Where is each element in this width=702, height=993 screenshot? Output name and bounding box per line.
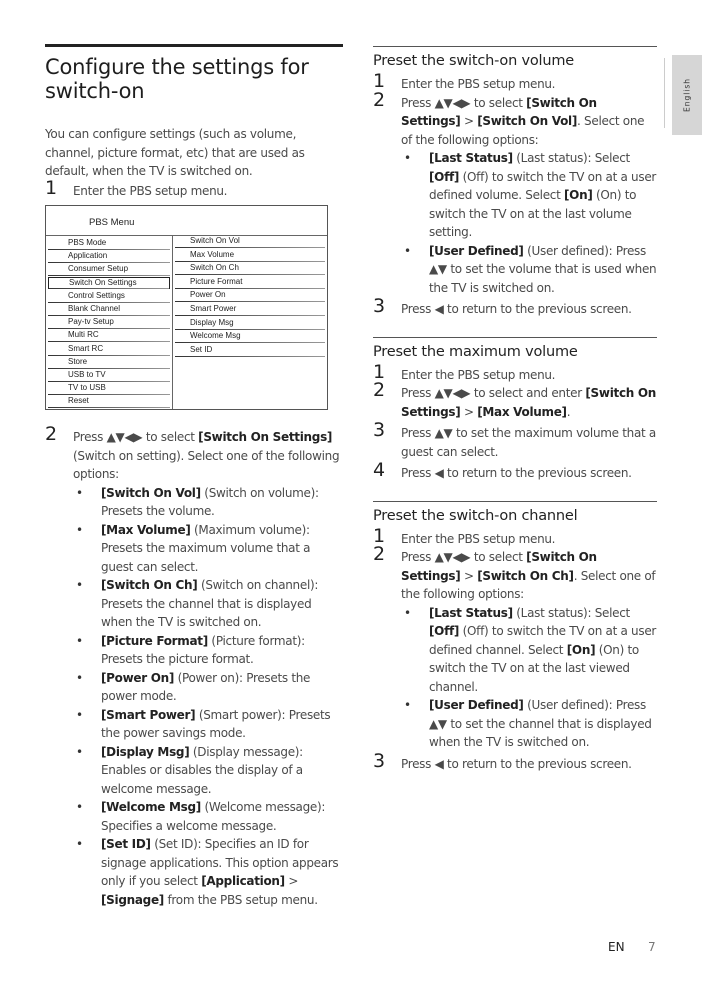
option-item xyxy=(73,798,343,835)
menu-option: [Switch On Settings] xyxy=(401,550,597,583)
intro-paragraph: You can configure settings (such as volume, channel, picture format, etc) that are used as default, when the TV is switched on. xyxy=(45,127,305,179)
pbs-menu-item: Pay-tv Setup xyxy=(48,316,170,328)
pbs-submenu-item: Picture Format xyxy=(175,276,325,288)
menu-option: [Picture Format] xyxy=(101,633,208,648)
pbs-submenu-item: Switch On Vol xyxy=(175,235,325,247)
menu-option: [Application] xyxy=(201,874,285,888)
menu-option: [Switch On Settings] xyxy=(401,95,597,128)
page-number: 7 xyxy=(648,940,656,954)
menu-option: [Power On] xyxy=(101,670,175,685)
step-text: Press ▲▼◀▶ to select and enter xyxy=(401,386,586,400)
step-number: 1 xyxy=(373,524,385,547)
option-item xyxy=(401,149,657,242)
menu-option: [User Defined] xyxy=(429,243,524,258)
pbs-menu-item: Switch On Settings xyxy=(48,277,170,289)
option-item xyxy=(73,706,343,743)
bullet-icon: • xyxy=(76,837,83,851)
step-2 xyxy=(373,88,657,298)
step-text: Press ◀ to return to the previous screen. xyxy=(401,302,632,316)
step-1 xyxy=(373,70,657,94)
step-2 xyxy=(373,379,657,421)
section-title-maximum-volume: Preset the maximum volume xyxy=(373,343,578,360)
step-3 xyxy=(373,419,657,461)
option-item xyxy=(401,242,657,298)
menu-option: [Switch On Settings] xyxy=(401,386,657,419)
option-text: (On) to switch the TV on at the last viewed channel. xyxy=(429,642,639,694)
option-item xyxy=(73,669,343,706)
bullet-icon: • xyxy=(76,670,83,685)
menu-option: [Last Status] xyxy=(429,151,513,165)
option-text: (Maximum volume): Presets the maximum volume that a guest can select. xyxy=(101,522,311,574)
step-text: . Select one of the following options: xyxy=(401,568,656,601)
pbs-menu-item: Multi RC xyxy=(48,329,170,341)
option-item xyxy=(401,604,657,697)
option-text: (Last status): Select xyxy=(512,605,630,620)
option-text: > xyxy=(284,874,299,888)
bullet-icon: • xyxy=(404,698,411,712)
menu-option: [On] xyxy=(566,642,596,657)
pbs-menu-item: Control Settings xyxy=(48,290,170,302)
option-item xyxy=(73,835,343,909)
section-rule xyxy=(45,44,343,47)
pbs-menu-item: Consumer Setup xyxy=(48,263,170,275)
menu-option: [On] xyxy=(564,188,593,202)
menu-option: [Max Volume] xyxy=(477,404,567,419)
menu-option: [User Defined] xyxy=(429,698,524,712)
section-rule xyxy=(373,46,657,47)
pbs-menu-item: Store xyxy=(48,356,170,368)
pbs-submenu-item: Power On xyxy=(175,289,325,301)
pbs-menu-item: USB to TV xyxy=(48,369,170,381)
step-number: 3 xyxy=(373,295,385,317)
option-text: (Smart power): Presets the power savings mode. xyxy=(101,707,331,740)
option-text: (Power on): Presets the power mode. xyxy=(101,670,311,703)
menu-option: [Switch On Ch] xyxy=(477,568,574,583)
option-item xyxy=(73,521,343,577)
options-list xyxy=(401,604,657,752)
menu-option: [Switch On Vol] xyxy=(101,485,201,500)
section-title-switch-on-channel: Preset the switch-on channel xyxy=(373,507,578,524)
page-title: Configure the settings for switch-on xyxy=(45,55,309,103)
step-text: > xyxy=(460,568,478,583)
menu-option: [Max Volume] xyxy=(101,522,191,537)
bullet-icon: • xyxy=(76,744,83,759)
step-3 xyxy=(373,749,657,774)
pbs-submenu-item: Display Msg xyxy=(175,317,325,329)
menu-option: [Switch On Ch] xyxy=(101,578,198,592)
option-item xyxy=(73,576,343,632)
language-tab xyxy=(672,55,702,135)
step-text: Press ▲▼◀▶ to select xyxy=(401,95,527,110)
menu-option: [Switch On Vol] xyxy=(477,114,578,128)
pbs-menu-item: Smart RC xyxy=(48,343,170,355)
step-number: 2 xyxy=(373,379,385,401)
menu-option: [Welcome Msg] xyxy=(101,800,201,814)
step-number: 3 xyxy=(373,419,385,441)
language-tab-label: English xyxy=(682,77,692,113)
right-column xyxy=(373,46,657,773)
step-number: 1 xyxy=(373,360,385,383)
option-text: (User defined): Press ▲▼ to set the volume that is used when the TV is switched on. xyxy=(429,243,657,295)
step-number: 1 xyxy=(45,176,57,199)
step-number: 2 xyxy=(373,88,385,111)
options-list xyxy=(73,484,343,910)
section-title-switch-on-volume: Preset the switch-on volume xyxy=(373,53,575,69)
option-text: (Display message): Enables or disables the display of a welcome message. xyxy=(101,744,303,796)
step-number: 2 xyxy=(373,543,385,565)
option-text: (Off) to switch the TV on at a user defined volume. Select xyxy=(429,169,657,202)
bullet-icon: • xyxy=(76,800,83,814)
menu-option: [Last Status] xyxy=(429,605,513,620)
step-text: > xyxy=(460,404,478,419)
step-3 xyxy=(373,295,657,319)
step-text: Enter the PBS setup menu. xyxy=(401,531,556,546)
option-text: from the PBS setup menu. xyxy=(163,892,318,907)
margin-rule xyxy=(664,58,665,128)
step-number: 4 xyxy=(373,459,385,481)
step-text: Enter the PBS setup menu. xyxy=(401,77,556,91)
option-text: (Switch on channel): Presets the channel that is displayed when the TV is switched on. xyxy=(101,578,319,629)
pbs-submenu-item: Set ID xyxy=(175,344,325,356)
step-number: 3 xyxy=(373,749,385,772)
bullet-icon: • xyxy=(76,707,83,722)
option-item xyxy=(73,484,343,521)
menu-option: [Display Msg] xyxy=(101,744,190,759)
step-text: Enter the PBS setup menu. xyxy=(401,367,556,382)
pbs-menu-item: Reset xyxy=(48,395,170,407)
option-text: (Switch on volume): Presets the volume. xyxy=(101,485,319,518)
left-step-2 xyxy=(45,423,343,909)
bullet-icon: • xyxy=(76,485,83,500)
option-text: (Last status): Select xyxy=(512,151,630,165)
step-text: Press ▲▼ to set the maximum volume that a guest can select. xyxy=(401,426,656,459)
pbs-column-divider xyxy=(172,235,173,409)
step-1 xyxy=(45,176,343,201)
step-2 xyxy=(373,543,657,752)
option-item xyxy=(73,632,343,669)
bullet-icon: • xyxy=(76,633,83,648)
option-item xyxy=(73,743,343,799)
section-rule xyxy=(373,337,657,338)
step-text: Press ◀ to return to the previous screen. xyxy=(401,466,632,480)
pbs-submenu-item: Max Volume xyxy=(175,249,325,261)
step-number: 2 xyxy=(45,423,57,445)
pbs-menu-screenshot xyxy=(45,205,328,410)
step-2 xyxy=(45,423,343,909)
pbs-menu-item: Blank Channel xyxy=(48,303,170,315)
step-text: Press ◀ to return to the previous screen. xyxy=(401,756,632,771)
left-column xyxy=(45,44,343,200)
menu-option: [Off] xyxy=(429,169,460,184)
option-text: (User defined): Press ▲▼ to set the channel that is displayed when the TV is switched on. xyxy=(429,698,652,749)
step-4 xyxy=(373,459,657,483)
step-1 xyxy=(373,524,657,549)
step-1 xyxy=(373,360,657,385)
option-text: (Welcome message): Specifies a welcome message. xyxy=(101,800,326,833)
pbs-submenu-item: Smart Power xyxy=(175,303,325,315)
options-list xyxy=(401,149,657,297)
bullet-icon: • xyxy=(404,605,411,620)
bullet-icon: • xyxy=(404,151,411,165)
bullet-icon: • xyxy=(76,578,83,592)
pbs-menu-title: PBS Menu xyxy=(89,217,135,228)
menu-option: [Switch On Settings] xyxy=(198,430,333,444)
step-text: (Switch on setting). Select one of the following options: xyxy=(73,448,340,481)
bullet-icon: • xyxy=(76,522,83,537)
pbs-menu-item: PBS Mode xyxy=(48,237,170,249)
footer-language: EN xyxy=(608,940,625,954)
step-text: Press ▲▼◀▶ to select xyxy=(73,430,199,444)
menu-option: [Signage] xyxy=(101,892,164,907)
step-text: . Select one of the following options: xyxy=(401,114,645,147)
pbs-submenu-item: Switch On Ch xyxy=(175,262,325,274)
option-text: (Set ID): Specifies an ID for signage applications. This option appears only if you select xyxy=(101,837,339,888)
menu-option: [Off] xyxy=(429,624,460,638)
step-text: > xyxy=(460,114,478,128)
bullet-icon: • xyxy=(404,243,411,258)
menu-option: [Smart Power] xyxy=(101,707,196,722)
section-rule xyxy=(373,501,657,502)
option-text: (Off) to switch the TV on at a user defined channel. Select xyxy=(429,624,657,657)
step-text: Enter the PBS setup menu. xyxy=(73,183,228,198)
option-item xyxy=(401,696,657,752)
option-text: (Picture format): Presets the picture format. xyxy=(101,633,305,666)
pbs-menu-item: TV to USB xyxy=(48,382,170,394)
step-text: . xyxy=(566,404,571,419)
pbs-menu-item: Application xyxy=(48,250,170,262)
step-text: Press ▲▼◀▶ to select xyxy=(401,550,527,564)
menu-option: [Set ID] xyxy=(101,837,151,851)
step-number: 1 xyxy=(373,70,385,92)
pbs-submenu-item: Welcome Msg xyxy=(175,330,325,342)
option-text: (On) to switch the TV on at the last volume setting. xyxy=(429,188,637,239)
